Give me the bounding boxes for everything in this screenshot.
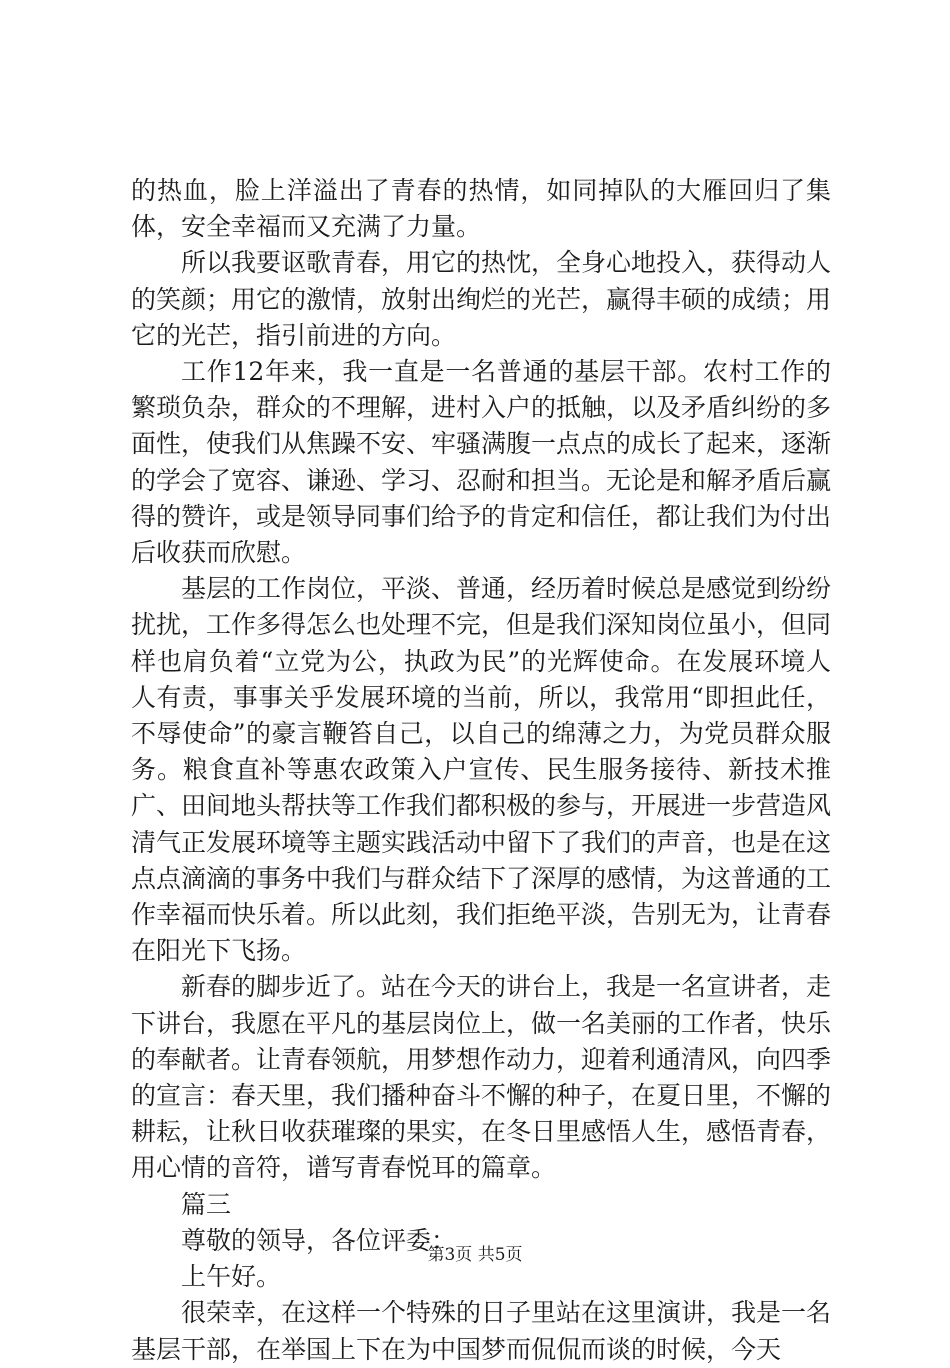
page-number: 第3页 共5页 (427, 1245, 523, 1265)
paragraph: 工作12年来，我一直是一名普通的基层干部。农村工作的繁琐负杂，群众的不理解，进村入户的抵触，以及矛盾纠纷的多面性，使我们从焦躁不安、牢骚满腹一点点的成长了起来，逐渐的学会了宽容、谦逊、学习、忍耐和担当。无论是和解矛盾后赢得的赞许，或是领导同事们给予的肯定和信任，都让我们为付出后收获而欣慰。 (131, 357, 832, 568)
page-footer (0, 1240, 950, 1265)
paragraph: 很荣幸，在这样一个特殊的日子里站在这里演讲，我是一名基层干部，在举国上下在为中国梦而侃侃而谈的时候，今天 (131, 1298, 832, 1364)
paragraph: 的热血，脸上洋溢出了青春的热情，如同掉队的大雁回归了集体，安全幸福而又充满了力量。 (131, 176, 831, 242)
greeting: 上午好。 (181, 1262, 282, 1292)
salutation: 尊敬的领导，各位评委： (181, 1225, 457, 1255)
paragraph: 所以我要讴歌青春，用它的热忱，全身心地投入，获得动人的笑颜；用它的激情，放射出绚烂的光芒，赢得丰硕的成绩；用它的光芒，指引前进的方向。 (131, 248, 832, 350)
paragraph: 基层的工作岗位，平淡、普通，经历着时候总是感觉到纷纷扰扰，工作多得怎么也处理不完，但是我们深知岗位虽小，但同样也肩负着“立党为公，执政为民”的光辉使命。在发展环境人人有责，事事关乎发展环境的当前，所以，我常用“即担此任，不辱使命”的豪言鞭笞自己，以自己的绵薄之力，为党员群众服务。粮食直补等惠农政策入户宣传、民生服务接待、新技术推广、田间地头帮扶等工作我们都积极的参与，开展进一步营造风清气正发展环境等主题实践活动中留下了我们的声音，也是在这点点滴滴的事务中我们与群众结下了深厚的感情，为这普通的工作幸福而快乐着。所以此刻，我们拒绝平淡，告别无为，让青春在阳光下飞扬。 (131, 574, 832, 966)
document-body (131, 173, 831, 1368)
section-heading: 篇三 (181, 1189, 232, 1219)
paragraph: 新春的脚步近了。站在今天的讲台上，我是一名宣讲者，走下讲台，我愿在平凡的基层岗位上，做一名美丽的工作者，快乐的奉献者。让青春领航，用梦想作动力，迎着利通清风，向四季的宣言：春天里，我们播种奋斗不懈的种子，在夏日里，不懈的耕耘，让秋日收获璀璨的果实，在冬日里感悟人生，感悟青春，用心情的音符，谱写青春悦耳的篇章。 (131, 972, 832, 1183)
